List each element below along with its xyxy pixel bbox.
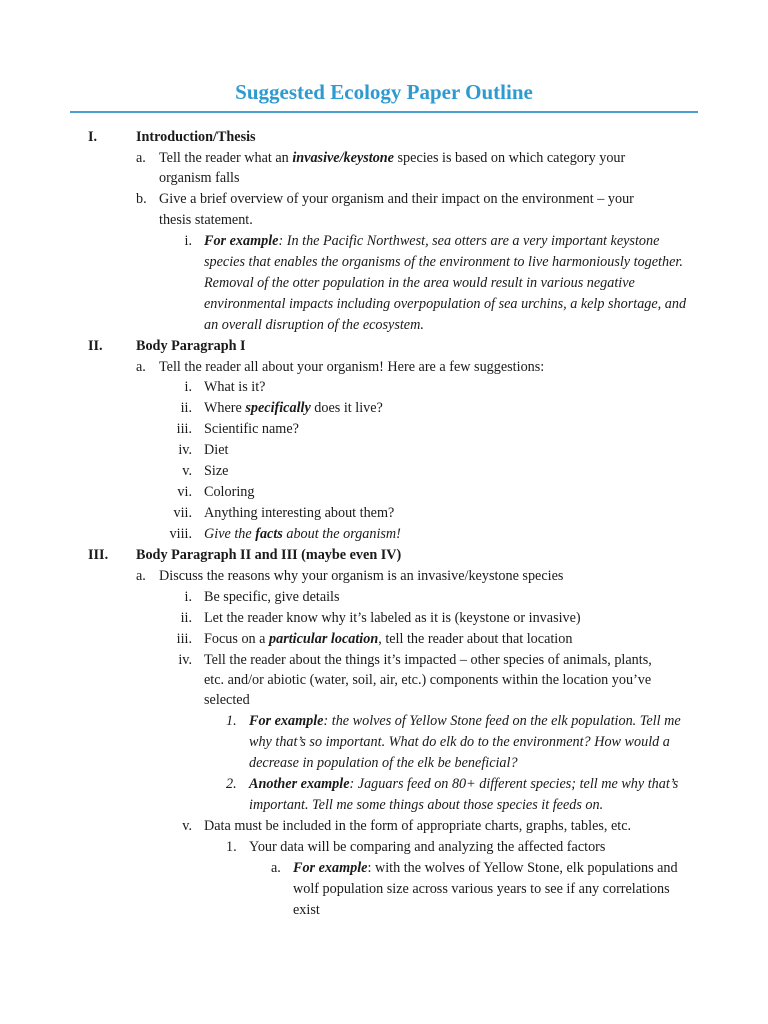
suggestion-item: Where specifically does it live? bbox=[204, 400, 383, 416]
outline-item: Tell the reader all about your organism! Here are a few suggestions: bbox=[159, 359, 545, 375]
list-marker: iv. bbox=[178, 442, 192, 458]
example-text: decrease in population of the elk be beneficial? bbox=[249, 755, 518, 771]
list-marker: vii. bbox=[173, 505, 192, 521]
outline-item: Discuss the reasons why your organism is an invasive/keystone species bbox=[159, 568, 564, 584]
example-text: an overall disruption of the ecosystem. bbox=[204, 317, 424, 333]
list-marker: 1. bbox=[226, 713, 237, 729]
example-text: important. Tell me some things about those species it feeds on. bbox=[249, 797, 604, 813]
list-marker: 1. bbox=[226, 839, 237, 855]
example-text: For example: In the Pacific Northwest, sea otters are a very important keystone bbox=[204, 233, 660, 249]
list-marker: iv. bbox=[178, 652, 192, 668]
section-numeral: III. bbox=[88, 547, 109, 563]
section-heading: Introduction/Thesis bbox=[136, 129, 256, 145]
suggestion-item: Anything interesting about them? bbox=[204, 505, 395, 521]
list-marker: iii. bbox=[176, 631, 192, 647]
outline-item-continuation: exist bbox=[293, 902, 320, 918]
outline-item: Focus on a particular location, tell the reader about that location bbox=[204, 631, 573, 647]
list-marker: i. bbox=[184, 379, 192, 395]
example-text: Another example: Jaguars feed on 80+ different species; tell me why that’s bbox=[249, 776, 679, 792]
suggestion-item: Scientific name? bbox=[204, 421, 299, 437]
list-marker: 2. bbox=[226, 776, 237, 792]
outline-item: Give a brief overview of your organism and their impact on the environment – your bbox=[159, 191, 634, 207]
list-marker: ii. bbox=[180, 400, 192, 416]
suggestion-item: What is it? bbox=[204, 379, 266, 395]
list-marker: i. bbox=[184, 233, 192, 249]
list-marker: ii. bbox=[180, 610, 192, 626]
suggestion-item: Diet bbox=[204, 442, 229, 458]
outline-item: Be specific, give details bbox=[204, 589, 340, 605]
list-marker: a. bbox=[136, 359, 146, 375]
list-marker: a. bbox=[271, 860, 281, 876]
section-numeral: II. bbox=[88, 338, 103, 354]
section-heading: Body Paragraph I bbox=[136, 338, 246, 354]
list-marker: i. bbox=[184, 589, 192, 605]
list-marker: a. bbox=[136, 150, 146, 166]
outline-item-continuation: wolf population size across various years to see if any correlations bbox=[293, 881, 670, 897]
outline-item-continuation: thesis statement. bbox=[159, 212, 253, 228]
title-underline bbox=[70, 111, 698, 113]
suggestion-item: Give the facts about the organism! bbox=[204, 526, 401, 542]
outline-item: For example: with the wolves of Yellow Stone, elk populations and bbox=[293, 860, 678, 876]
list-marker: b. bbox=[136, 191, 147, 207]
outline-item-continuation: etc. and/or abiotic (water, soil, air, etc.) components within the location you’ve bbox=[204, 672, 652, 688]
list-marker: a. bbox=[136, 568, 146, 584]
page-title: Suggested Ecology Paper Outline bbox=[235, 80, 533, 104]
example-text: why that’s so important. What do elk do to the environment? How would a bbox=[249, 734, 670, 750]
outline-item-continuation: selected bbox=[204, 692, 250, 708]
outline-item-continuation: organism falls bbox=[159, 170, 240, 186]
list-marker: viii. bbox=[169, 526, 192, 542]
example-text: For example: the wolves of Yellow Stone feed on the elk population. Tell me bbox=[249, 713, 681, 729]
suggestion-item: Coloring bbox=[204, 484, 255, 500]
section-heading: Body Paragraph II and III (maybe even IV) bbox=[136, 547, 402, 563]
example-text: environmental impacts including overpopulation of sea urchins, a kelp shortage, and bbox=[204, 296, 687, 312]
list-marker: iii. bbox=[176, 421, 192, 437]
example-text: species that enables the organisms of the environment to live harmoniously together. bbox=[204, 254, 683, 270]
outline-item: Tell the reader what an invasive/keystone species is based on which category your bbox=[159, 150, 626, 166]
outline-item: Your data will be comparing and analyzing the affected factors bbox=[249, 839, 606, 855]
outline-item: Data must be included in the form of appropriate charts, graphs, tables, etc. bbox=[204, 818, 632, 834]
section-numeral: I. bbox=[88, 129, 98, 145]
outline-item: Tell the reader about the things it’s impacted – other species of animals, plants, bbox=[204, 652, 652, 668]
list-marker: v. bbox=[182, 463, 192, 479]
example-text: Removal of the otter population in the area would result in various negative bbox=[204, 275, 635, 291]
outline-item: Let the reader know why it’s labeled as it is (keystone or invasive) bbox=[204, 610, 581, 626]
suggestion-item: Size bbox=[204, 463, 229, 479]
list-marker: vi. bbox=[177, 484, 192, 500]
list-marker: v. bbox=[182, 818, 192, 834]
